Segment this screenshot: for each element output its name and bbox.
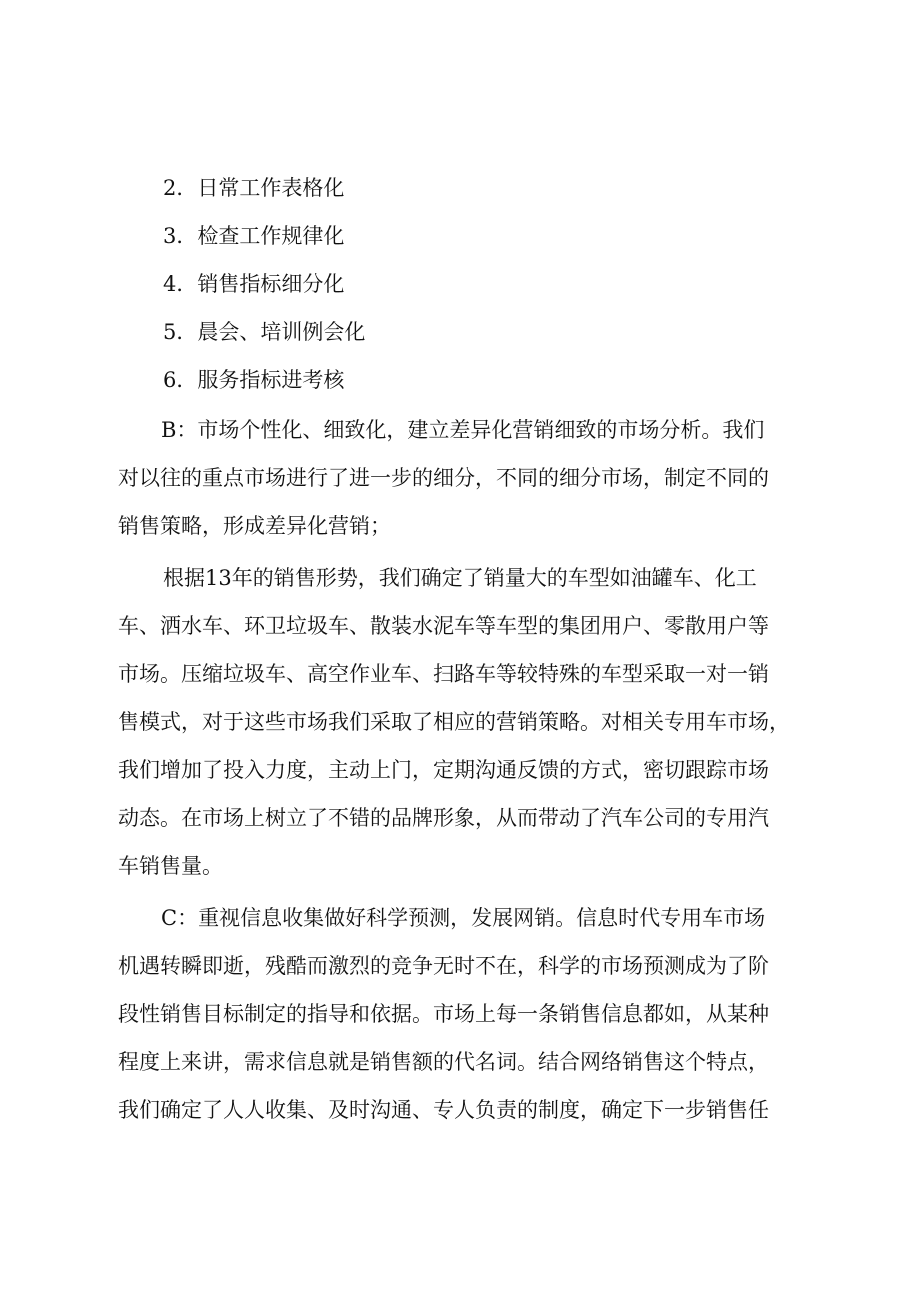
paragraph-line (0, 454, 920, 502)
list-item (0, 356, 920, 404)
list-item-text: 2．日常工作表格化 (163, 176, 345, 200)
paragraph-c-line-5: 我们确定了人人收集、及时沟通、专人负责的制度，确定下一步销售任 (118, 1098, 769, 1122)
paragraph-main-line-3: 市场。压缩垃圾车、高空作业车、扫路车等较特殊的车型采取一对一销 (118, 662, 769, 686)
paragraph-main-line-4: 售模式，对于这些市场我们采取了相应的营销策略。对相关专用车市场， (118, 710, 790, 734)
paragraph-line (0, 502, 920, 550)
paragraph-c-line-3: 段性销售目标制定的指导和依据。市场上每一条销售信息都如，从某种 (118, 1002, 769, 1026)
list-item-text: 4．销售指标细分化 (163, 272, 345, 296)
paragraph-line (0, 1038, 920, 1086)
paragraph-c-line-4: 程度上来讲，需求信息就是销售额的代名词。结合网络销售这个特点， (118, 1050, 769, 1074)
paragraph-line (0, 990, 920, 1038)
list-item-text: 5．晨会、培训例会化 (163, 320, 366, 344)
paragraph-b-line-3: 销售策略，形成差异化营销； (118, 514, 391, 538)
paragraph-b-line-1: B：市场个性化、细致化，建立差异化营销细致的市场分析。我们 (161, 418, 765, 442)
paragraph-main-line-1: 根据13年的销售形势，我们确定了销量大的车型如油罐车、化工 (163, 566, 757, 590)
list-item-text: 3．检查工作规律化 (163, 224, 345, 248)
paragraph-line (0, 746, 920, 794)
paragraph-line (0, 942, 920, 990)
paragraph-line (0, 406, 920, 454)
list-item (0, 164, 920, 212)
paragraph-line (0, 842, 920, 890)
paragraph-line (0, 1086, 920, 1134)
paragraph-line (0, 794, 920, 842)
paragraph-line (0, 650, 920, 698)
paragraph-b-line-2: 对以往的重点市场进行了进一步的细分，不同的细分市场，制定不同的 (118, 466, 769, 490)
list-item (0, 308, 920, 356)
list-item (0, 260, 920, 308)
paragraph-line (0, 554, 920, 602)
paragraph-c-line-2: 机遇转瞬即逝，残酷而激烈的竞争无时不在，科学的市场预测成为了阶 (118, 954, 769, 978)
paragraph-line (0, 602, 920, 650)
paragraph-line (0, 698, 920, 746)
paragraph-c-line-1: C：重视信息收集做好科学预测，发展网销。信息时代专用车市场 (161, 906, 766, 930)
paragraph-main-line-6: 动态。在市场上树立了不错的品牌形象，从而带动了汽车公司的专用汽 (118, 806, 769, 830)
paragraph-main-line-5: 我们增加了投入力度，主动上门，定期沟通反馈的方式，密切跟踪市场 (118, 758, 769, 782)
paragraph-line (0, 894, 920, 942)
list-item (0, 212, 920, 260)
list-item-text: 6．服务指标进考核 (163, 368, 345, 392)
paragraph-main-line-7: 车销售量。 (118, 854, 223, 878)
paragraph-main-line-2: 车、洒水车、环卫垃圾车、散装水泥车等车型的集团用户、零散用户等 (118, 614, 769, 638)
